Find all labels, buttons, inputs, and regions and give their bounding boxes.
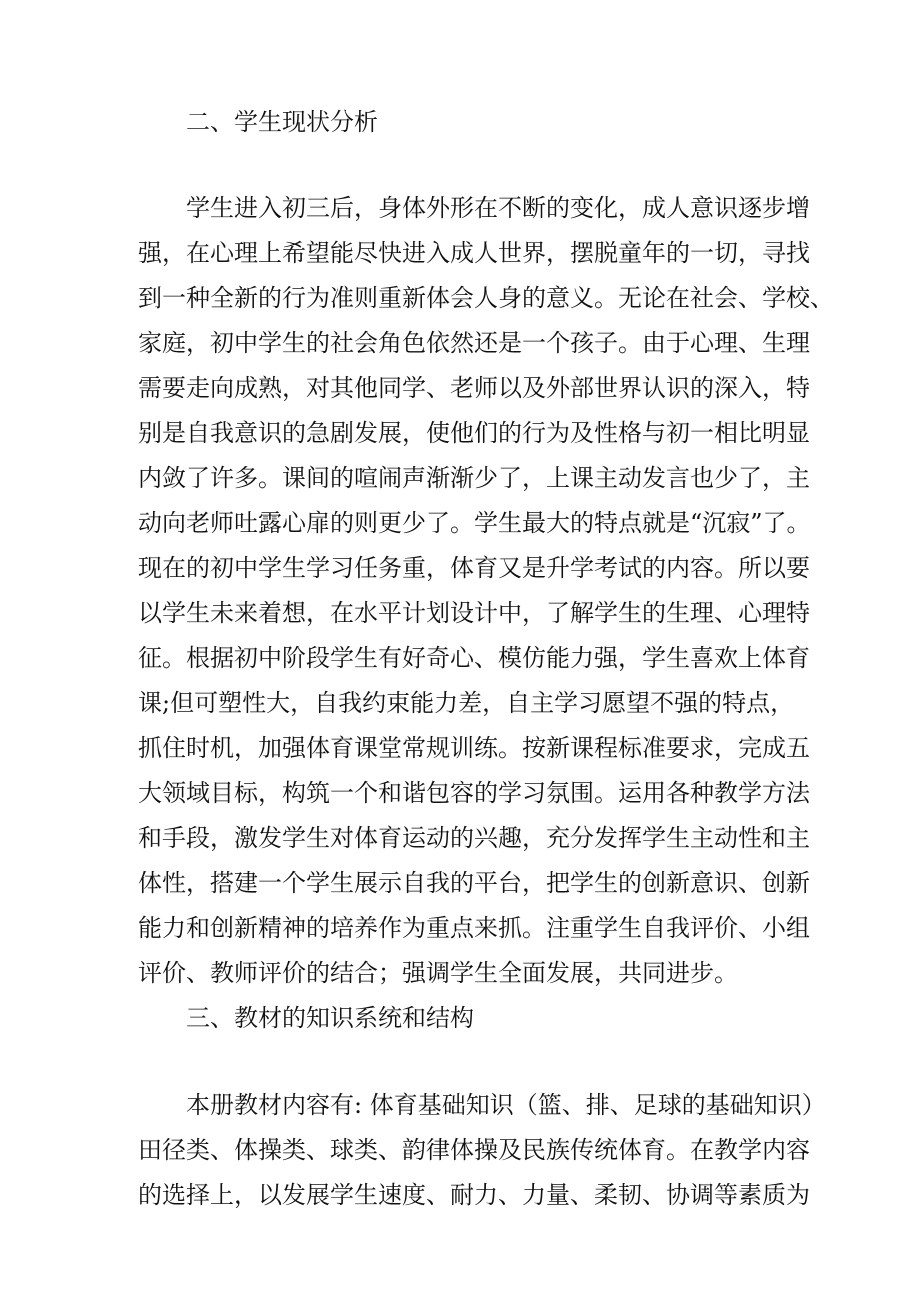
paragraph-line: 到一种全新的行为准则重新体会人身的意义。无论在社会、学校、 [138,284,834,312]
paragraph-line: 评价、教师评价的结合；强调学生全面发展，共同进步。 [138,959,738,987]
paragraph-line: 和手段，激发学生对体育运动的兴趣，充分发挥学生主动性和主 [138,824,810,852]
paragraph-line: 课;但可塑性大，自我约束能力差，自主学习愿望不强的特点， [138,689,795,717]
paragraph-line: 动向老师吐露心扉的则更少了。学生最大的特点就是“沉寂”了。 [138,509,811,537]
paragraph-line: 征。根据初中阶段学生有好奇心、模仿能力强，学生喜欢上体育 [138,644,810,672]
paragraph-line: 家庭，初中学生的社会角色依然还是一个孩子。由于心理、生理 [138,329,810,357]
paragraph-line: 田径类、体操类、球类、韵律体操及民族传统体育。在教学内容 [138,1136,810,1164]
section-heading-student-analysis: 二、学生现状分析 [186,108,378,136]
paragraph-line: 内敛了许多。课间的喧闹声渐渐少了，上课主动发言也少了，主 [138,464,810,492]
paragraph-line: 需要走向成熟，对其他同学、老师以及外部世界认识的深入，特 [138,374,810,402]
paragraph-line: 以学生未来着想，在水平计划设计中，了解学生的生理、心理特 [138,599,810,627]
paragraph-line: 学生进入初三后，身体外形在不断的变化，成人意识逐步增 [186,194,810,222]
paragraph-line: 的选择上，以发展学生速度、耐力、力量、柔韧、协调等素质为 [138,1181,810,1209]
paragraph-line: 现在的初中学生学习任务重，体育又是升学考试的内容。所以要 [138,554,810,582]
paragraph-line: 大领域目标，构筑一个和谐包容的学习氛围。运用各种教学方法 [138,779,810,807]
section-heading-textbook-structure: 三、教材的知识系统和结构 [186,1004,474,1032]
paragraph-line: 本册教材内容有: 体育基础知识（篮、排、足球的基础知识） [186,1091,826,1119]
paragraph-line: 体性，搭建一个学生展示自我的平台，把学生的创新意识、创新 [138,869,810,897]
paragraph-line: 能力和创新精神的培养作为重点来抓。注重学生自我评价、小组 [138,914,810,942]
paragraph-line: 抓住时机，加强体育课堂常规训练。按新课程标准要求，完成五 [138,734,810,762]
paragraph-line: 别是自我意识的急剧发展，使他们的行为及性格与初一相比明显 [138,419,810,447]
paragraph-line: 强，在心理上希望能尽快进入成人世界，摆脱童年的一切，寻找 [138,239,810,267]
